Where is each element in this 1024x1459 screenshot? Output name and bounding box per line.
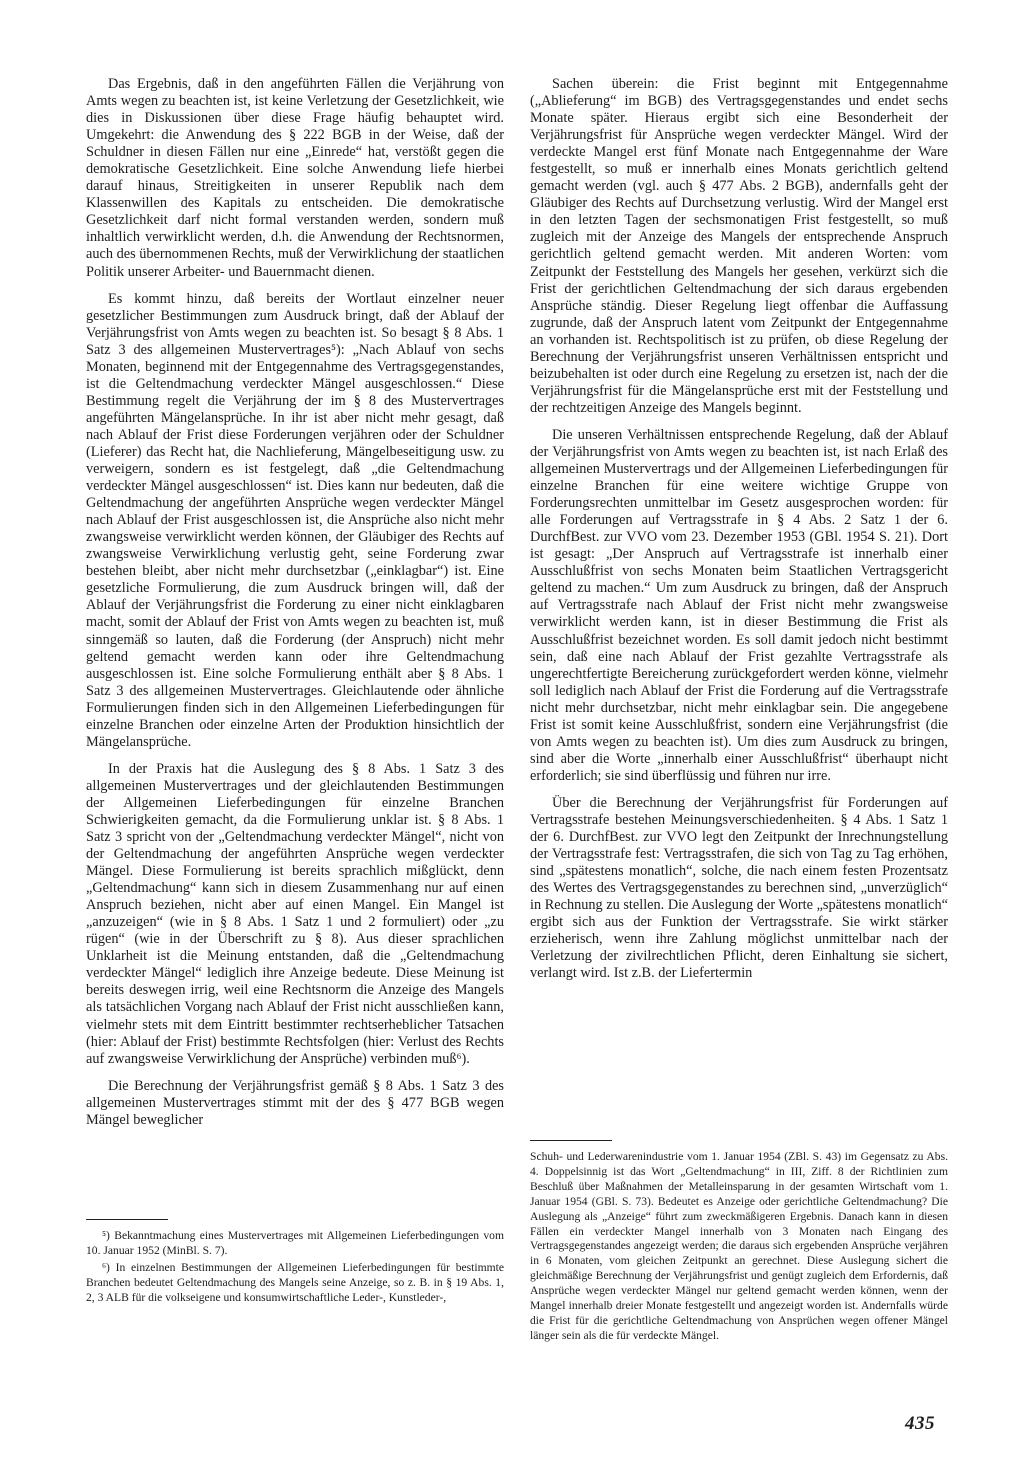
paragraph: Die unseren Verhältnissen entsprechende Regelung, daß der Ablauf der Verjährungsfrist von Amts wegen zu beachten ist, ist nach Erlaß des allgemeinen Mustervertrags und der Allgemeinen Lieferbedingungen für einzelne Branchen für eine weitere wichtige Gruppe von Forderungsrechten unmittelbar im Gesetz ausgesprochen worden: für alle Forderungen auf Vertragsstrafe in § 4 Abs. 2 Satz 1 der 6. DurchfBest. zur VVO vom 23. Dezember 1953 (GBl. 1954 S. 21). Dort ist gesagt: „Der Anspruch auf Vertragsstrafe ist innerhalb einer Ausschlußfrist von sechs Monaten beim Staatlichen Vertragsgericht geltend zu machen.“ Um zum Ausdruck zu bringen, daß der Anspruch auf Vertragsstrafe nach Ablauf der Frist nicht mehr zwangsweise verwirklicht werden kann, ist in dieser Bestimmung die Frist als Ausschlußfrist bezeichnet worden. Es soll damit jedoch nicht bestimmt sein, daß eine nach Ablauf der Frist gezahlte Vertragsstrafe als ungerechtfertigte Bereicherung zurückgefordert werden könne, vielmehr soll lediglich nach Ablauf der Frist die Forderung auf die Vertragsstrafe nicht mehr durchsetzbar, nicht mehr einklagbar sein. Die angegebene Frist ist somit keine Ausschlußfrist, sondern eine Verjährungsfrist (die von Amts wegen zu beachten ist). Um dies zum Ausdruck zu bringen, sind aber die Worte „innerhalb einer Ausschlußfrist“ überhaupt nicht erforderlich; sie sind überflüssig und führen nur irre.	[530, 426, 948, 784]
footnote-continuation: Schuh- und Lederwarenindustrie vom 1. Januar 1954 (ZBl. S. 43) im Gegensatz zu Abs. 4. Doppelsinnig ist das Wort „Geltendmachung“ in III, Ziff. 8 der Richtlinien zum Beschluß über Maßnahmen der Metalleinsparung in der gesamten Wirtschaft vom 1. Januar 1954 (GBl. S. 73). Bedeutet es Anzeige oder gerichtliche Geltendmachung? Die Auslegung als „Anzeige“ führt zum zweckmäßigeren Ergebnis. Danach kann in diesen Fällen ein verdeckter Mangel innerhalb von 3 Monaten nach Eingang des Vertragsgegenstandes angezeigt werden; die daraus sich ergebenden Ansprüche verjähren in 6 Monaten, vom gleichen Zeitpunkt an gerechnet. Diese Auslegung sichert die gleichmäßige Berechnung der Verjährungsfrist und genügt zugleich dem Erfordernis, daß Ansprüche wegen verdeckter Mängel nur geltend gemacht werden können, wenn der Mangel innerhalb dreier Monate festgestellt und angezeigt worden ist. Andernfalls würde die Frist für die gerichtliche Geltendmachung von Ansprüchen wegen offener Mängel länger sein als die für verdeckte Mängel.	[530, 1150, 948, 1342]
left-column	[86, 76, 504, 1139]
footnotes-left	[86, 1215, 504, 1308]
paragraph: Es kommt hinzu, daß bereits der Wortlaut einzelner neuer gesetzlicher Bestimmungen zum Ausdruck bringt, daß der Ablauf der Verjährungsfrist von Amts wegen zu beachten ist. So besagt § 8 Abs. 1 Satz 3 des allgemeinen Mustervertrages⁵): „Nach Ablauf von sechs Monaten, beginnend mit der Entgegennahme des Vertragsgegenstandes, ist die Geltendmachung verdeckter Mängel ausgeschlossen.“ Diese Bestimmung regelt die Verjährung der im § 8 des Mustervertrages angeführten Mängelansprüche. In ihr ist aber nicht mehr gesagt, daß nach Ablauf der Frist diese Forderungen verjähren oder der Schuldner (Lieferer) das Recht hat, die Nachlieferung, Mängelbeseitigung usw. zu verweigern, sondern es ist festgelegt, daß „die Geltendmachung verdeckter Mängel ausgeschlossen“ ist. Dies kann nur bedeuten, daß die Geltendmachung der angeführten Ansprüche wegen verdeckter Mängel nach Ablauf der Frist ausgeschlossen ist, die Ansprüche also nicht mehr zwangsweise verwirklicht werden können, der Gläubiger des Rechts auf zwangsweise Verwirklichung verlustig geht, seine Forderung zwar bestehen bleibt, aber nicht mehr durchsetzbar („einklagbar“) ist. Eine gesetzliche Formulierung, die zum Ausdruck bringen will, daß der Ablauf der Verjährungsfrist die Forderung zu einer nicht einklagbaren macht, somit der Ablauf der Frist von Amts wegen zu beachten ist, muß sinngemäß so lauten, daß die Forderung (der Anspruch) nicht mehr geltend gemacht werden kann oder ihre Geltendmachung ausgeschlossen ist. Eine solche Formulierung enthält aber § 8 Abs. 1 Satz 3 des allgemeinen Mustervertrages. Gleichlautende oder ähnliche Formulierungen finden sich in den Allgemeinen Lieferbedingungen für einzelne Branchen oder einzelne Arten der Produktion hinsichtlich der Mängelansprüche.	[86, 290, 504, 750]
paragraph: Das Ergebnis, daß in den angeführten Fällen die Verjährung von Amts wegen zu beachten ist, ist keine Verletzung der Gesetzlichkeit, wie dies in Diskussionen über diese Frage häufig behauptet wird. Umgekehrt: die Anwendung des § 222 BGB in der Weise, daß der Schuldner in diesen Fällen nur eine „Einrede“ hat, verstößt gegen die demokratische Gesetzlichkeit. Eine solche Anwendung liefe hierbei darauf hinaus, Streitigkeiten in unserer Republik nach dem Klassenwillen des Kapitals zu entscheiden. Die demokratische Gesetzlichkeit darf nicht formal verstanden werden, sondern muß inhaltlich verwirklicht werden, d.h. die Anwendung der Rechtsnormen, auch des übernommenen Rechts, muß der Verwirklichung der staatlichen Politik unserer Arbeiter- und Bauernmacht dienen.	[86, 76, 504, 280]
footnote-divider	[86, 1219, 168, 1220]
paragraph: In der Praxis hat die Auslegung des § 8 Abs. 1 Satz 3 des allgemeinen Mustervertrages und der gleichlautenden Bestimmungen der Allgemeinen Lieferbedingungen für einzelne Branchen Schwierigkeiten gemacht, da die Formulierung unklar ist. § 8 Abs. 1 Satz 3 spricht von der „Geltendmachung verdeckter Mängel“, nicht von der Geltendmachung der angeführten Ansprüche wegen verdeckter Mängel. Diese Formulierung ist bereits sprachlich mißglückt, denn „Geltendmachung“ kann sich in diesem Zusammenhang nur auf einen Anspruch beziehen, nicht aber auf einen Mangel. Ein Mangel ist „anzuzeigen“ (wie in § 8 Abs. 1 Satz 1 und 2 formuliert) oder „zu rügen“ (wie in der Überschrift zu § 8). Aus dieser sprachlichen Unklarheit ist die Meinung entstanden, daß die „Geltendmachung verdeckter Mängel“ lediglich ihre Anzeige bedeute. Diese Meinung ist bereits deswegen irrig, weil eine Rechtsnorm die Anzeige des Mangels als tatsächlichen Vorgang nach Ablauf der Frist nicht ausschließen kann, vielmehr stets mit dem Eintritt bestimmter rechtserheblicher Tatsachen (hier: Ablauf der Frist) bestimmte Rechtsfolgen (hier: Verlust des Rechts auf zwangsweise Verwirklichung der Ansprüche) verbinden muß⁶).	[86, 760, 504, 1067]
right-column	[530, 76, 948, 992]
page-number: 435	[905, 1413, 935, 1434]
paragraph: Über die Berechnung der Verjährungsfrist für Forderungen auf Vertragsstrafe bestehen Meinungsverschiedenheiten. § 4 Abs. 1 Satz 1 der 6. DurchfBest. zur VVO legt den Zeitpunkt der Inrechnungstellung der Vertragsstrafe fest: Vertragsstrafen, die sich von Tag zu Tag erhöhen, sind „spätestens monatlich“, solche, die nach einem festen Prozentsatz des Wertes des Vertragsgegenstandes zu berechnen sind, „unverzüglich“ in Rechnung zu stellen. Die Auslegung der Worte „spätestens monatlich“ ergibt sich aus der Funktion der Vertragsstrafe. Sie wirkt stärker erzieherisch, wenn ihre Zahlung möglichst unmittelbar nach der Verletzung der zivilrechtlichen Pflicht, deren Einhaltung sie sichert, verlangt wird. Ist z.B. der Liefertermin	[530, 794, 948, 982]
footnote: ⁶) In einzelnen Bestimmungen der Allgemeinen Lieferbedingungen für bestimmte Branchen bedeutet Geltendmachung des Mangels seine Anzeige, so z. B. in § 19 Abs. 1, 2, 3 ALB für die volkseigene und konsumwirtschaftliche Leder-, Kunstleder-,	[86, 1260, 504, 1304]
footnote-divider	[530, 1140, 612, 1141]
footnote: ⁵) Bekanntmachung eines Mustervertrages mit Allgemeinen Lieferbedingungen vom 10. Januar 1952 (MinBl. S. 7).	[86, 1229, 504, 1257]
paragraph: Die Berechnung der Verjährungsfrist gemäß § 8 Abs. 1 Satz 3 des allgemeinen Mustervertrages stimmt mit der des § 477 BGB wegen Mängel beweglicher	[86, 1077, 504, 1128]
paragraph: Sachen überein: die Frist beginnt mit Entgegennahme („Ablieferung“ im BGB) des Vertragsgegenstandes und endet sechs Monate später. Hieraus ergibt sich eine Besonderheit der Verjährungsfrist für Ansprüche wegen verdeckter Mängel. Wird der verdeckte Mangel erst fünf Monate nach Entgegennahme der Ware festgestellt, so muß er innerhalb eines Monats gerichtlich geltend gemacht werden (vgl. auch § 477 Abs. 2 BGB), andernfalls geht der Gläubiger des Rechts auf Durchsetzung verlustig. Wird der Mangel erst in den letzten Tagen der sechsmonatigen Frist festgestellt, so muß zugleich mit der Anzeige des Mangels der entsprechende Anspruch gerichtlich geltend gemacht werden. Mit anderen Worten: vom Zeitpunkt der Feststellung des Mangels her gesehen, verkürzt sich die Frist der gerichtlichen Geltendmachung der sich daraus ergebenden Ansprüche ständig. Dieser Regelung liegt offenbar die Auffassung zugrunde, daß der Anspruch latent vom Zeitpunkt der Entgegennahme an vorhanden ist. Rechtspolitisch ist zu prüfen, ob diese Regelung der Berechnung der Verjährungsfrist unseren Verhältnissen entspricht und beizubehalten ist oder durch eine Regelung zu ersetzen ist, nach der die Verjährungsfrist für die Mängelansprüche erst mit der Feststellung und der rechtzeitigen Anzeige des Mangels beginnt.	[530, 76, 948, 416]
footnotes-right	[530, 1136, 948, 1346]
